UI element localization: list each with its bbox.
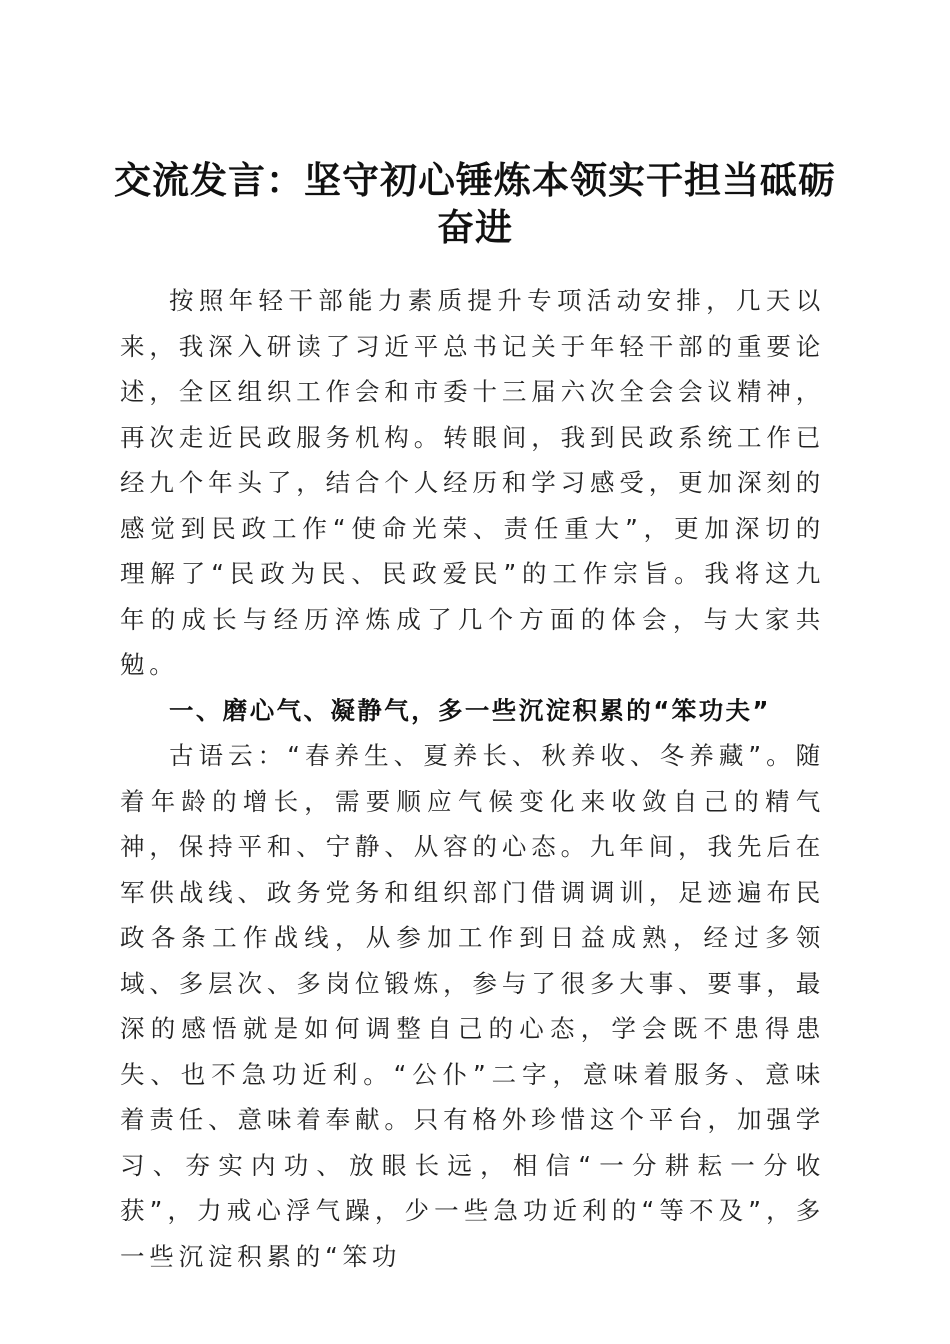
page-title: 交流发言：坚守初心锤炼本领实干担当砥砺奋进: [114, 157, 836, 249]
section-heading-1: 一、磨心气、凝静气，多一些沉淀积累的“笨功夫”: [169, 695, 771, 725]
document-body: [120, 278, 825, 1279]
paragraph-intro: 按照年轻干部能力素质提升专项活动安排，几天以来，我深入研读了习近平总书记关于年轻干部的重要论述，全区组织工作会和市委十三届六次全会会议精神，再次走近民政服务机构。转眼间，我到民政系统工作已经九个年头了，结合个人经历和学习感受，更加深刻的感觉到民政工作“使命光荣、责任重大”，更加深切的理解了“民政为民、民政爱民”的工作宗旨。我将这九年的成长与经历淬炼成了几个方面的体会，与大家共勉。: [120, 286, 825, 679]
paragraph-section-1: 古语云：“春养生、夏养长、秋养收、冬养藏”。随着年龄的增长，需要顺应气候变化来收敛自己的精气神，保持平和、宁静、从容的心态。九年间，我先后在军供战线、政务党务和组织部门借调调训，足迹遍布民政各条工作战线，从参加工作到日益成熟，经过多领域、多层次、多岗位锻炼，参与了很多大事、要事，最深的感悟就是如何调整自己的心态，学会既不患得患失、也不急功近利。“公仆”二字，意味着服务、意味着责任、意味着奉献。只有格外珍惜这个平台，加强学习、夯实内功、放眼长远，相信“一分耕耘一分收获”，力戒心浮气躁，少一些急功近利的“等不及”，多一些沉淀积累的“笨功: [120, 741, 825, 1271]
